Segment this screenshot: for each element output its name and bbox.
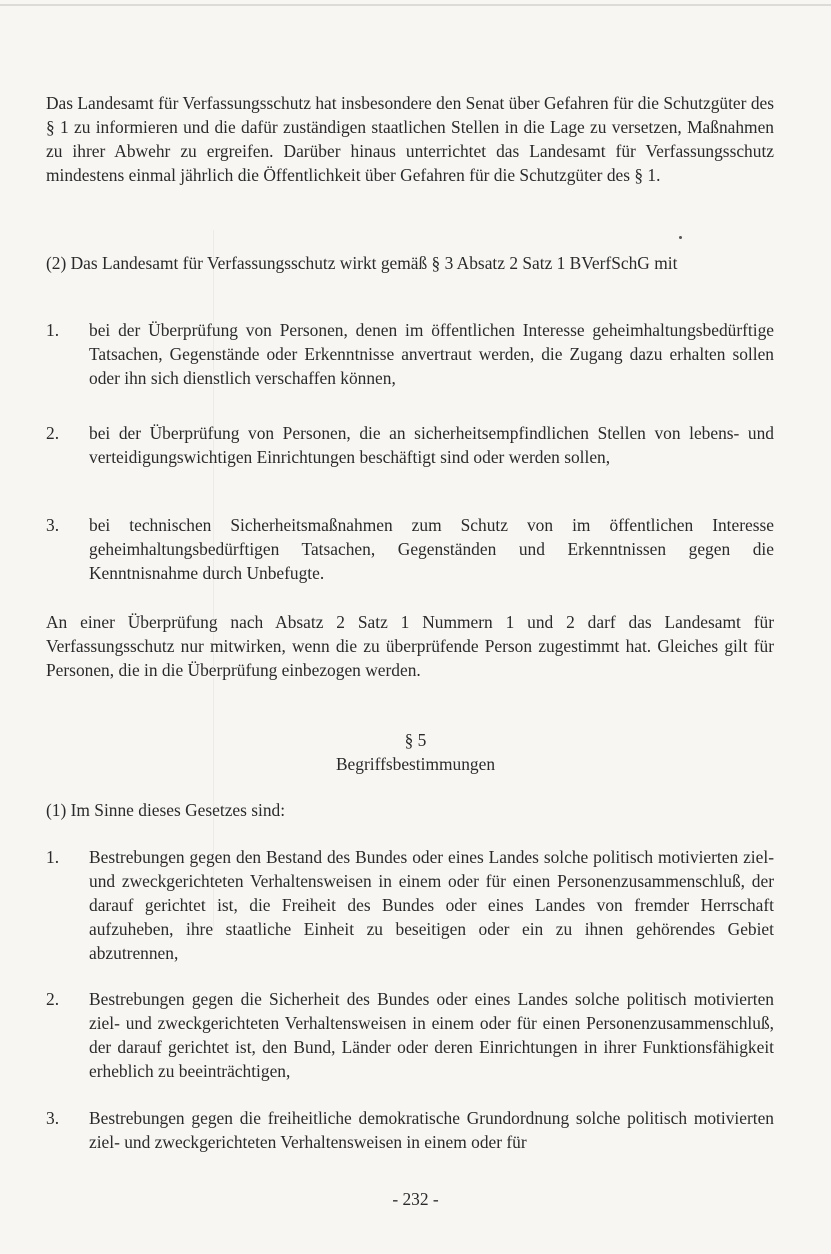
list-item-number: 2. [46,423,60,443]
zustimmung-paragraph: An einer Überprüfung nach Absatz 2 Satz 1 Nummern 1 und 2 darf das Landesamt für Verfassungsschutz nur mitwirken, wenn die zu überprüfende Person zugestimmt hat. Gleiches gilt für Personen, die in die Überprüfung einbezogen werden. [46,612,774,680]
list-item [46,987,774,1083]
list-item-text: bei der Überprüfung von Personen, die an sicherheitsempfindlichen Stellen von lebens- und verteidigungswichtigen Einrichtungen beschäftigt sind oder werden sollen, [89,423,774,467]
list-item [46,421,774,469]
intro-paragraph: Das Landesamt für Verfassungsschutz hat insbesondere den Senat über Gefahren für die Schutzgüter des § 1 zu informieren und die dafür zuständigen staatlichen Stellen in die Lage zu versetzen, Maßnahmen zu ihrer Abwehr zu ergreifen. Darüber hinaus unterrichtet das Landesamt für Verfassungsschutz mindestens einmal jährlich die Öffentlichkeit über Gefahren für die Schutzgüter des § 1. [46,93,774,185]
list-item [46,845,774,965]
list-item-text: Bestrebungen gegen den Bestand des Bundes oder eines Landes solche politisch motivierten ziel- und zweckgerichteten Verhaltensweisen in einem oder für einen Personenzusammenschluß, der darauf gerichtet ist, die Freiheit des Bundes oder eines Landes von fremder Herrschaft aufzuheben, ihre staatliche Einheit zu beseitigen oder ein zu ihnen gehörendes Gebiet abzutrennen, [89,847,774,963]
list-item [46,513,774,585]
list-item-number: 1. [46,847,60,867]
page-number: - 232 - [392,1189,439,1209]
list-item [46,1106,774,1154]
list-item-number: 1. [46,320,60,340]
list-item [46,318,774,390]
list-item-number: 3. [46,515,60,535]
list-item-text: Bestrebungen gegen die Sicherheit des Bundes oder eines Landes solche politisch motivierten ziel- und zweckgerichteten Verhaltensweisen in einem oder für einen Personenzusammenschluß, der darauf gerichtet ist, den Bund, Länder oder deren Einrichtungen in ihrer Funktionsfähigkeit erheblich zu beeinträchtigen, [89,989,774,1081]
scan-top-edge [0,4,831,6]
scan-speck [679,236,682,239]
section-title: Begriffsbestimmungen [335,754,496,774]
list-item-text: bei technischen Sicherheitsmaßnahmen zum Schutz von im öffentlichen Interesse geheimhaltungsbedürftigen Tatsachen, Gegenständen und Erkenntnissen gegen die Kenntnisnahme durch Unbefugte. [89,515,774,583]
absatz-2-intro: (2) Das Landesamt für Verfassungsschutz wirkt gemäß § 3 Absatz 2 Satz 1 BVerfSchG mit [46,253,678,273]
list-item-text: bei der Überprüfung von Personen, denen im öffentlichen Interesse geheimhaltungsbedürftige Tatsachen, Gegenstände oder Erkenntnisse anvertraut werden, die Zugang dazu erhalten sollen oder ihn sich dienstlich verschaffen können, [89,320,774,388]
absatz-1-intro: (1) Im Sinne dieses Gesetzes sind: [46,800,286,820]
list-item-number: 3. [46,1108,60,1128]
section-number: § 5 [404,730,427,750]
list-item-text: Bestrebungen gegen die freiheitliche demokratische Grundordnung solche politisch motivierten ziel- und zweckgerichteten Verhaltensweisen in einem oder für [89,1108,774,1152]
list-item-number: 2. [46,989,60,1009]
